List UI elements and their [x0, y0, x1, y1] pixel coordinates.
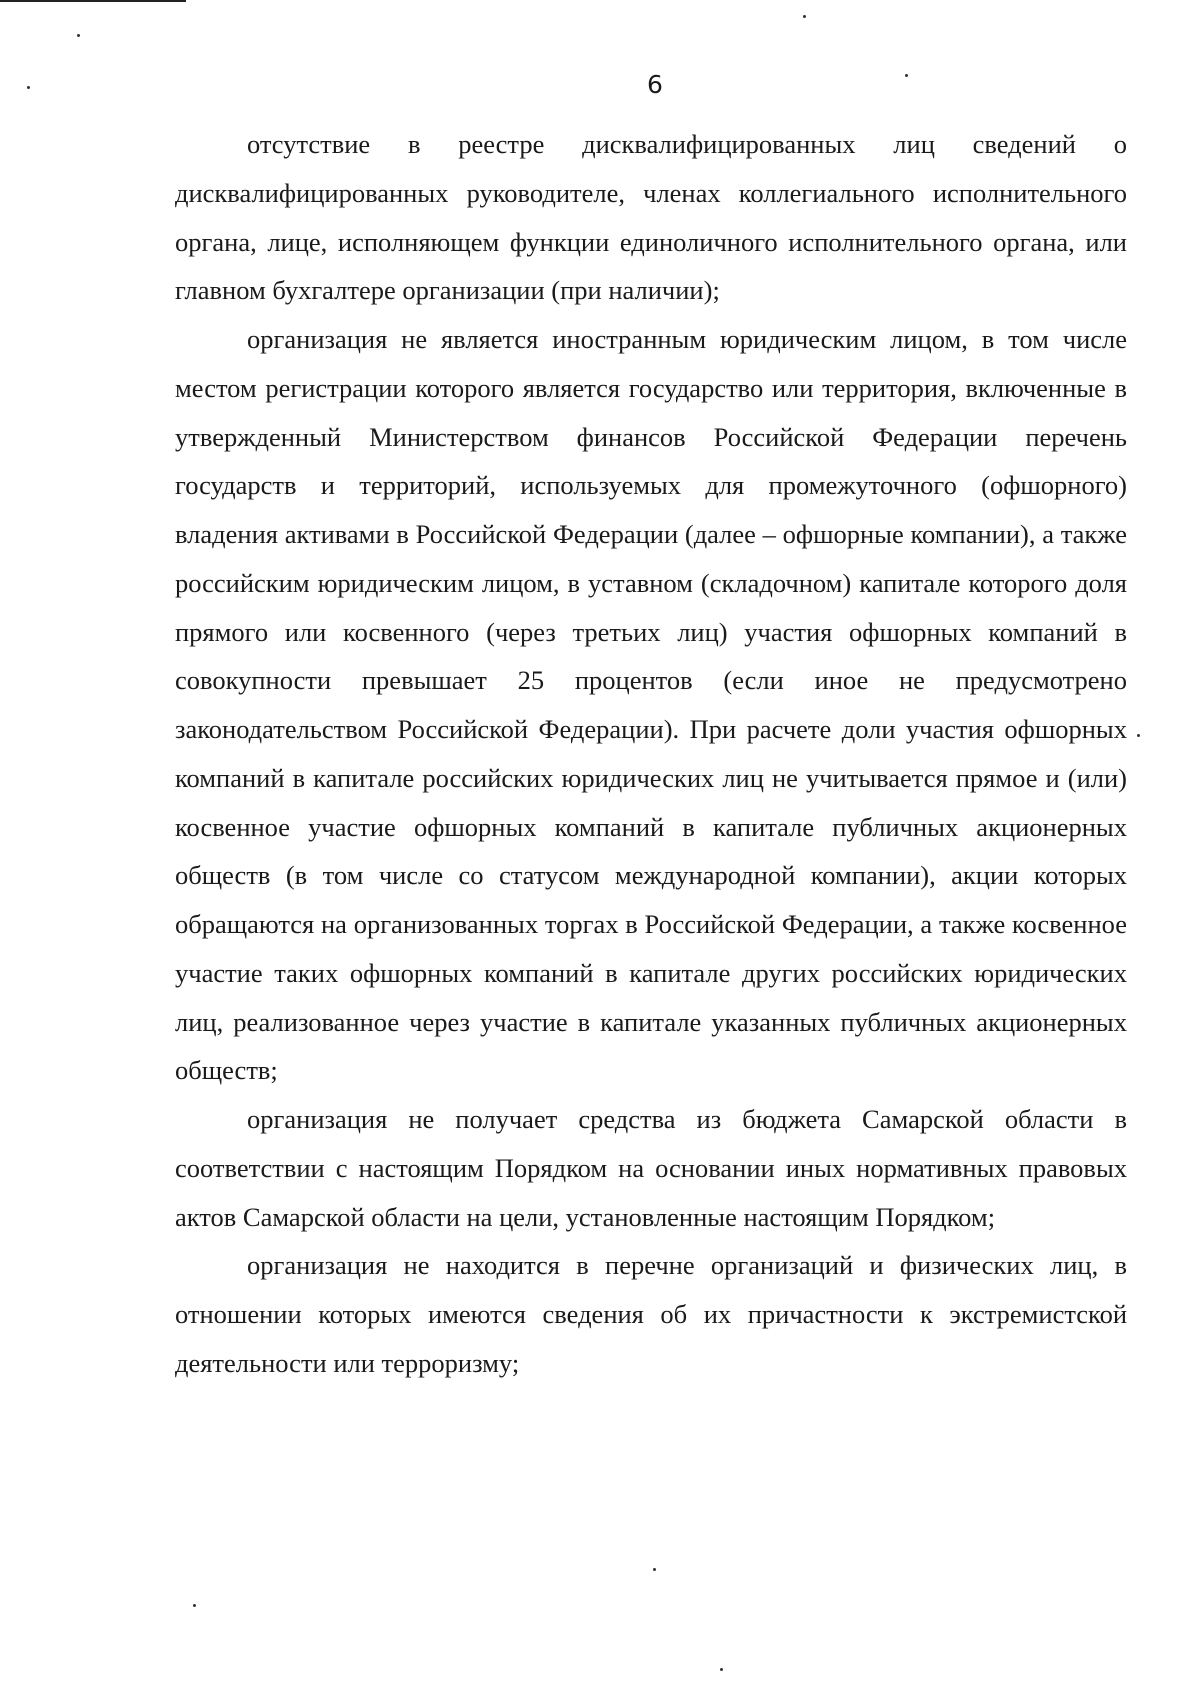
document-body [175, 120, 1127, 1388]
paragraph-foreign-entity: организация не является иностранным юридическим лицом, в том числе местом регистрации которого является государство или территория, включенные в утвержденный Министерством финансов Российской Федерации перечень государств и территорий, используемых для промежуточного (офшорного) владения активами в Российской Федерации (далее – офшорные компании), а также российским юридическим лицом, в уставном (складочном) капитале которого доля прямого или косвенного (через третьих лиц) участия офшорных компаний в совокупности превышает 25 процентов (если иное не предусмотрено законодательством Российской Федерации). При расчете доли участия офшорных компаний в капитале российских юридических лиц не учитывается прямое и (или) косвенное участие офшорных компаний в капитале публичных акционерных обществ (в том числе со статусом международной компании), акции которых обращаются на организованных торгах в Российской Федерации, а также косвенное участие таких офшорных компаний в капитале других российских юридических лиц, реализованное через участие в капитале указанных публичных акционерных обществ; [175, 324, 1127, 1086]
scan-speck [193, 1604, 196, 1607]
scan-speck [653, 1568, 656, 1571]
scan-speck [803, 15, 806, 18]
page-number: 6 [647, 70, 663, 99]
scan-speck [1137, 734, 1140, 737]
paragraph-extremism-list: организация не находится в перечне организаций и физических лиц, в отношении которых имеются сведения об их причастности к экстремистской деятельности или терроризму; [175, 1250, 1127, 1378]
paragraph-disqualified-persons: отсутствие в реестре дисквалифицированных лиц сведений о дисквалифицированных руководителе, членах коллегиального исполнительного органа, лице, исполняющем функции единоличного исполнительного органа, или главном бухгалтере организации (при наличии); [175, 129, 1127, 306]
paragraph-budget-funds: организация не получает средства из бюджета Самарской области в соответствии с настоящим Порядком на основании иных нормативных правовых актов Самарской области на цели, установленные настоящим Порядком; [175, 1104, 1127, 1232]
scan-edge-line [0, 0, 186, 2]
scan-speck [77, 34, 80, 37]
scan-speck [720, 1668, 723, 1671]
